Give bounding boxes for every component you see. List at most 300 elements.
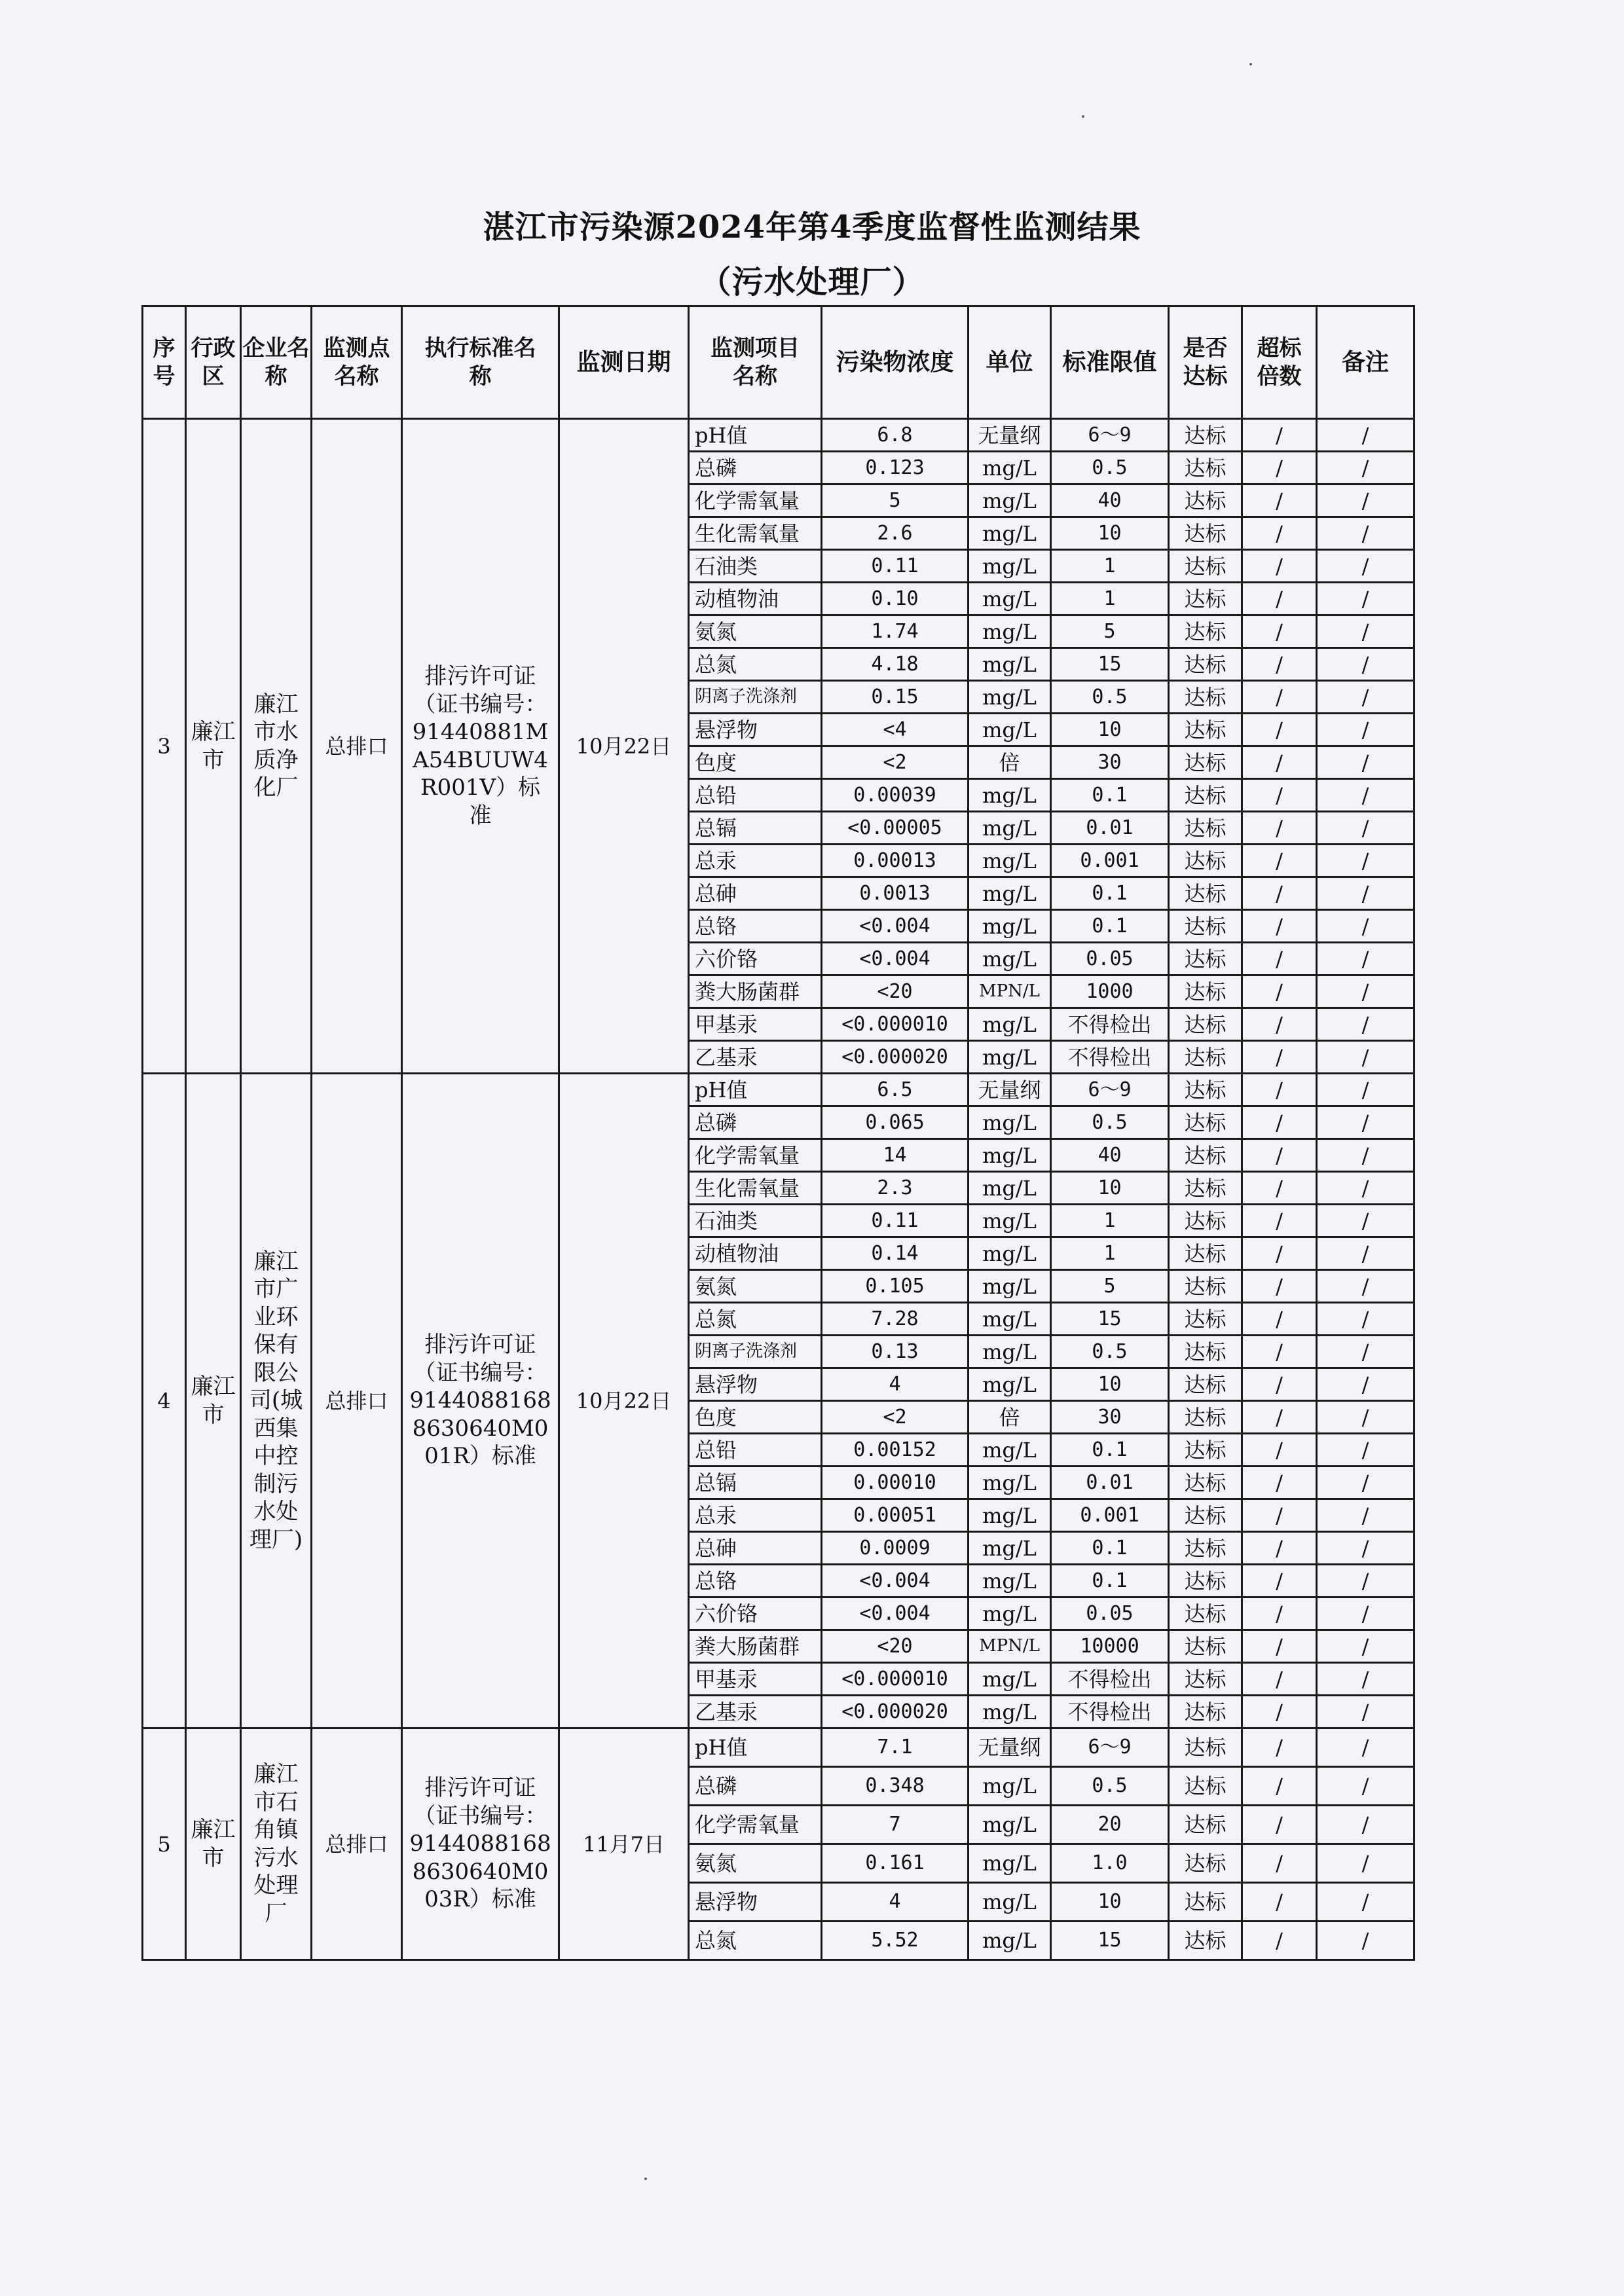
compliance-cell: 达标 [1169, 1696, 1242, 1728]
note-cell: / [1317, 746, 1414, 779]
item-cell: 总氮 [689, 648, 822, 681]
limit-cell: 1 [1051, 1237, 1169, 1270]
item-cell: 阴离子洗涤剂 [689, 1336, 822, 1368]
compliance-cell: 达标 [1169, 1237, 1242, 1270]
conc-cell: 2.6 [822, 517, 969, 550]
limit-cell: 0.5 [1051, 1106, 1169, 1139]
unit-cell: 无量纲 [969, 419, 1051, 452]
compliance-cell: 达标 [1169, 1106, 1242, 1139]
note-cell: / [1317, 583, 1414, 615]
document-subtitle: （污水处理厂） [699, 264, 925, 301]
conc-cell: <0.004 [822, 1565, 969, 1597]
compliance-cell: 达标 [1169, 1499, 1242, 1532]
compliance-cell: 达标 [1169, 812, 1242, 845]
conc-cell: 0.348 [822, 1767, 969, 1806]
compliance-cell: 达标 [1169, 746, 1242, 779]
unit-cell: MPN/L [969, 975, 1051, 1008]
unit-cell: mg/L [969, 1303, 1051, 1336]
district-cell: 廉江市 [186, 419, 241, 1074]
unit-cell: mg/L [969, 779, 1051, 812]
exceed-times-cell: / [1242, 1270, 1317, 1303]
item-cell: 总镉 [689, 1467, 822, 1499]
unit-cell: 倍 [969, 1401, 1051, 1434]
exceed-times-cell: / [1242, 714, 1317, 746]
compliance-cell: 达标 [1169, 681, 1242, 714]
monitoring-results-table [141, 305, 1415, 1961]
exceed-times-cell: / [1242, 550, 1317, 583]
conc-cell: <4 [822, 714, 969, 746]
conc-cell: 2.3 [822, 1172, 969, 1205]
item-cell: 动植物油 [689, 1237, 822, 1270]
exceed-times-cell: / [1242, 1696, 1317, 1728]
unit-cell: mg/L [969, 1008, 1051, 1041]
exceed-times-cell: / [1242, 1041, 1317, 1074]
note-cell: / [1317, 1663, 1414, 1696]
item-cell: pH值 [689, 1074, 822, 1106]
header-district: 行政区 [186, 306, 241, 419]
conc-cell: <2 [822, 1401, 969, 1434]
conc-cell: 5 [822, 484, 969, 517]
exceed-times-cell: / [1242, 1237, 1317, 1270]
conc-cell: 0.0009 [822, 1532, 969, 1565]
item-cell: 氨氮 [689, 1844, 822, 1883]
limit-cell: 0.05 [1051, 943, 1169, 975]
note-cell: / [1317, 648, 1414, 681]
limit-cell: 0.1 [1051, 1565, 1169, 1597]
limit-cell: 0.1 [1051, 877, 1169, 910]
compliance-cell: 达标 [1169, 714, 1242, 746]
exceed-times-cell: / [1242, 1806, 1317, 1844]
header-ok: 是否达标 [1169, 306, 1242, 419]
compliance-cell: 达标 [1169, 845, 1242, 877]
unit-cell: 无量纲 [969, 1074, 1051, 1106]
company-cell: 廉江市石角镇污水处理厂 [241, 1728, 312, 1960]
header-unit: 单位 [969, 306, 1051, 419]
compliance-cell: 达标 [1169, 779, 1242, 812]
unit-cell: mg/L [969, 681, 1051, 714]
conc-cell: 0.00039 [822, 779, 969, 812]
note-cell: / [1317, 484, 1414, 517]
exceed-times-cell: / [1242, 1401, 1317, 1434]
point-cell: 总排口 [312, 1074, 402, 1728]
exceed-times-cell: / [1242, 1434, 1317, 1467]
compliance-cell: 达标 [1169, 648, 1242, 681]
conc-cell: 0.105 [822, 1270, 969, 1303]
limit-cell: 30 [1051, 746, 1169, 779]
conc-cell: 0.10 [822, 583, 969, 615]
limit-cell: 不得检出 [1051, 1663, 1169, 1696]
item-cell: 总汞 [689, 845, 822, 877]
exceed-times-cell: / [1242, 583, 1317, 615]
header-seq: 序号 [143, 306, 186, 419]
limit-cell: 20 [1051, 1806, 1169, 1844]
limit-cell: 0.5 [1051, 681, 1169, 714]
exceed-times-cell: / [1242, 1922, 1317, 1960]
conc-cell: <0.004 [822, 943, 969, 975]
compliance-cell: 达标 [1169, 517, 1242, 550]
compliance-cell: 达标 [1169, 1663, 1242, 1696]
limit-cell: 不得检出 [1051, 1041, 1169, 1074]
compliance-cell: 达标 [1169, 1041, 1242, 1074]
note-cell: / [1317, 1806, 1414, 1844]
compliance-cell: 达标 [1169, 1844, 1242, 1883]
note-cell: / [1317, 1172, 1414, 1205]
conc-cell: 4.18 [822, 648, 969, 681]
note-cell: / [1317, 1467, 1414, 1499]
unit-cell: mg/L [969, 1205, 1051, 1237]
note-cell: / [1317, 1696, 1414, 1728]
limit-cell: 40 [1051, 1139, 1169, 1172]
compliance-cell: 达标 [1169, 975, 1242, 1008]
exceed-times-cell: / [1242, 746, 1317, 779]
compliance-cell: 达标 [1169, 419, 1242, 452]
exceed-times-cell: / [1242, 1074, 1317, 1106]
unit-cell: mg/L [969, 1467, 1051, 1499]
conc-cell: 1.74 [822, 615, 969, 648]
item-cell: 氨氮 [689, 1270, 822, 1303]
compliance-cell: 达标 [1169, 615, 1242, 648]
document-title: 湛江市污染源2024年第4季度监督性监测结果 [483, 209, 1141, 246]
limit-cell: 0.1 [1051, 1434, 1169, 1467]
item-cell: 总铅 [689, 1434, 822, 1467]
conc-cell: <0.000020 [822, 1696, 969, 1728]
unit-cell: mg/L [969, 550, 1051, 583]
item-cell: 色度 [689, 746, 822, 779]
limit-cell: 0.01 [1051, 1467, 1169, 1499]
exceed-times-cell: / [1242, 845, 1317, 877]
conc-cell: 0.14 [822, 1237, 969, 1270]
limit-cell: 1 [1051, 1205, 1169, 1237]
compliance-cell: 达标 [1169, 1303, 1242, 1336]
note-cell: / [1317, 1767, 1414, 1806]
note-cell: / [1317, 1336, 1414, 1368]
compliance-cell: 达标 [1169, 550, 1242, 583]
conc-cell: <0.004 [822, 910, 969, 943]
note-cell: / [1317, 452, 1414, 484]
compliance-cell: 达标 [1169, 1728, 1242, 1767]
exceed-times-cell: / [1242, 1630, 1317, 1663]
limit-cell: 0.001 [1051, 845, 1169, 877]
item-cell: 六价铬 [689, 1597, 822, 1630]
conc-cell: 0.15 [822, 681, 969, 714]
table-row [143, 419, 1414, 452]
exceed-times-cell: / [1242, 1205, 1317, 1237]
exceed-times-cell: / [1242, 1172, 1317, 1205]
unit-cell: mg/L [969, 845, 1051, 877]
item-cell: 动植物油 [689, 583, 822, 615]
limit-cell: 10 [1051, 714, 1169, 746]
note-cell: / [1317, 1922, 1414, 1960]
header-times: 超标倍数 [1242, 306, 1317, 419]
conc-cell: 7.1 [822, 1728, 969, 1767]
exceed-times-cell: / [1242, 681, 1317, 714]
note-cell: / [1317, 1499, 1414, 1532]
company-cell: 廉江市水质净化厂 [241, 419, 312, 1074]
conc-cell: <20 [822, 975, 969, 1008]
exceed-times-cell: / [1242, 648, 1317, 681]
unit-cell: mg/L [969, 1565, 1051, 1597]
compliance-cell: 达标 [1169, 452, 1242, 484]
exceed-times-cell: / [1242, 1139, 1317, 1172]
exceed-times-cell: / [1242, 1532, 1317, 1565]
scan-speck [1249, 63, 1252, 65]
unit-cell: 倍 [969, 746, 1051, 779]
limit-cell: 0.5 [1051, 452, 1169, 484]
exceed-times-cell: / [1242, 615, 1317, 648]
header-conc: 污染物浓度 [822, 306, 969, 419]
limit-cell: 40 [1051, 484, 1169, 517]
item-cell: 石油类 [689, 1205, 822, 1237]
limit-cell: 0.1 [1051, 779, 1169, 812]
unit-cell: mg/L [969, 1139, 1051, 1172]
unit-cell: mg/L [969, 1336, 1051, 1368]
limit-cell: 5 [1051, 1270, 1169, 1303]
unit-cell: mg/L [969, 452, 1051, 484]
compliance-cell: 达标 [1169, 1532, 1242, 1565]
limit-cell: 10 [1051, 1172, 1169, 1205]
note-cell: / [1317, 1237, 1414, 1270]
limit-cell: 10 [1051, 1883, 1169, 1922]
conc-cell: <20 [822, 1630, 969, 1663]
compliance-cell: 达标 [1169, 1565, 1242, 1597]
compliance-cell: 达标 [1169, 484, 1242, 517]
item-cell: 总磷 [689, 1767, 822, 1806]
unit-cell: mg/L [969, 1922, 1051, 1960]
limit-cell: 0.5 [1051, 1336, 1169, 1368]
conc-cell: 4 [822, 1368, 969, 1401]
conc-cell: <2 [822, 746, 969, 779]
compliance-cell: 达标 [1169, 877, 1242, 910]
unit-cell: mg/L [969, 1172, 1051, 1205]
limit-cell: 6～9 [1051, 419, 1169, 452]
conc-cell: 0.00010 [822, 1467, 969, 1499]
note-cell: / [1317, 1883, 1414, 1922]
limit-cell: 10 [1051, 517, 1169, 550]
unit-cell: mg/L [969, 1806, 1051, 1844]
note-cell: / [1317, 975, 1414, 1008]
exceed-times-cell: / [1242, 419, 1317, 452]
conc-cell: 4 [822, 1883, 969, 1922]
compliance-cell: 达标 [1169, 1205, 1242, 1237]
unit-cell: MPN/L [969, 1630, 1051, 1663]
header-company: 企业名称 [241, 306, 312, 419]
compliance-cell: 达标 [1169, 1767, 1242, 1806]
exceed-times-cell: / [1242, 1336, 1317, 1368]
exceed-times-cell: / [1242, 1883, 1317, 1922]
note-cell: / [1317, 1139, 1414, 1172]
exceed-times-cell: / [1242, 452, 1317, 484]
compliance-cell: 达标 [1169, 943, 1242, 975]
table-row [143, 1728, 1414, 1767]
unit-cell: mg/L [969, 1663, 1051, 1696]
item-cell: 总砷 [689, 877, 822, 910]
unit-cell: mg/L [969, 583, 1051, 615]
note-cell: / [1317, 1565, 1414, 1597]
compliance-cell: 达标 [1169, 1597, 1242, 1630]
limit-cell: 1.0 [1051, 1844, 1169, 1883]
compliance-cell: 达标 [1169, 1434, 1242, 1467]
standard-cell: 排污许可证（证书编号：91440881688630640M003R）标准 [402, 1728, 559, 1960]
unit-cell: mg/L [969, 1532, 1051, 1565]
unit-cell: mg/L [969, 1883, 1051, 1922]
exceed-times-cell: / [1242, 779, 1317, 812]
item-cell: 氨氮 [689, 615, 822, 648]
item-cell: 生化需氧量 [689, 517, 822, 550]
limit-cell: 不得检出 [1051, 1008, 1169, 1041]
conc-cell: 0.11 [822, 1205, 969, 1237]
seq-cell: 4 [143, 1074, 186, 1728]
limit-cell: 0.05 [1051, 1597, 1169, 1630]
exceed-times-cell: / [1242, 877, 1317, 910]
note-cell: / [1317, 812, 1414, 845]
item-cell: 总铬 [689, 910, 822, 943]
unit-cell: mg/L [969, 1041, 1051, 1074]
header-item: 监测项目名称 [689, 306, 822, 419]
note-cell: / [1317, 1008, 1414, 1041]
compliance-cell: 达标 [1169, 1630, 1242, 1663]
unit-cell: mg/L [969, 1499, 1051, 1532]
district-cell: 廉江市 [186, 1074, 241, 1728]
limit-cell: 10000 [1051, 1630, 1169, 1663]
exceed-times-cell: / [1242, 1597, 1317, 1630]
limit-cell: 1 [1051, 550, 1169, 583]
conc-cell: 0.065 [822, 1106, 969, 1139]
item-cell: 总镉 [689, 812, 822, 845]
note-cell: / [1317, 1844, 1414, 1883]
scan-speck [644, 2178, 647, 2180]
exceed-times-cell: / [1242, 1467, 1317, 1499]
standard-cell: 排污许可证（证书编号：91440881688630640M001R）标准 [402, 1074, 559, 1728]
limit-cell: 6～9 [1051, 1728, 1169, 1767]
item-cell: 悬浮物 [689, 1368, 822, 1401]
unit-cell: mg/L [969, 484, 1051, 517]
conc-cell: 0.00152 [822, 1434, 969, 1467]
item-cell: 粪大肠菌群 [689, 975, 822, 1008]
note-cell: / [1317, 1368, 1414, 1401]
item-cell: pH值 [689, 1728, 822, 1767]
unit-cell: mg/L [969, 714, 1051, 746]
item-cell: 总氮 [689, 1303, 822, 1336]
date-cell: 10月22日 [559, 1074, 689, 1728]
unit-cell: mg/L [969, 910, 1051, 943]
note-cell: / [1317, 419, 1414, 452]
item-cell: 悬浮物 [689, 714, 822, 746]
item-cell: 石油类 [689, 550, 822, 583]
limit-cell: 10 [1051, 1368, 1169, 1401]
unit-cell: mg/L [969, 812, 1051, 845]
limit-cell: 30 [1051, 1401, 1169, 1434]
conc-cell: 0.00051 [822, 1499, 969, 1532]
item-cell: 甲基汞 [689, 1008, 822, 1041]
unit-cell: mg/L [969, 1696, 1051, 1728]
header-limit: 标准限值 [1051, 306, 1169, 419]
note-cell: / [1317, 517, 1414, 550]
conc-cell: 5.52 [822, 1922, 969, 1960]
note-cell: / [1317, 615, 1414, 648]
item-cell: 乙基汞 [689, 1696, 822, 1728]
item-cell: 总汞 [689, 1499, 822, 1532]
unit-cell: mg/L [969, 517, 1051, 550]
item-cell: 总磷 [689, 1106, 822, 1139]
exceed-times-cell: / [1242, 1844, 1317, 1883]
exceed-times-cell: / [1242, 910, 1317, 943]
exceed-times-cell: / [1242, 1008, 1317, 1041]
unit-cell: mg/L [969, 1434, 1051, 1467]
limit-cell: 6～9 [1051, 1074, 1169, 1106]
limit-cell: 1000 [1051, 975, 1169, 1008]
conc-cell: <0.004 [822, 1597, 969, 1630]
date-cell: 11月7日 [559, 1728, 689, 1960]
scan-speck [1082, 115, 1084, 118]
note-cell: / [1317, 1041, 1414, 1074]
item-cell: 悬浮物 [689, 1883, 822, 1922]
note-cell: / [1317, 1106, 1414, 1139]
compliance-cell: 达标 [1169, 1922, 1242, 1960]
unit-cell: 无量纲 [969, 1728, 1051, 1767]
conc-cell: 0.13 [822, 1336, 969, 1368]
exceed-times-cell: / [1242, 1728, 1317, 1767]
limit-cell: 0.5 [1051, 1767, 1169, 1806]
limit-cell: 15 [1051, 648, 1169, 681]
item-cell: 总氮 [689, 1922, 822, 1960]
item-cell: 总砷 [689, 1532, 822, 1565]
compliance-cell: 达标 [1169, 1368, 1242, 1401]
limit-cell: 15 [1051, 1922, 1169, 1960]
exceed-times-cell: / [1242, 975, 1317, 1008]
item-cell: 化学需氧量 [689, 484, 822, 517]
item-cell: 总磷 [689, 452, 822, 484]
item-cell: 乙基汞 [689, 1041, 822, 1074]
conc-cell: 7.28 [822, 1303, 969, 1336]
point-cell: 总排口 [312, 419, 402, 1074]
conc-cell: <0.000010 [822, 1663, 969, 1696]
point-cell: 总排口 [312, 1728, 402, 1960]
conc-cell: 0.123 [822, 452, 969, 484]
compliance-cell: 达标 [1169, 1074, 1242, 1106]
conc-cell: <0.000020 [822, 1041, 969, 1074]
date-cell: 10月22日 [559, 419, 689, 1074]
limit-cell: 0.01 [1051, 812, 1169, 845]
exceed-times-cell: / [1242, 484, 1317, 517]
header-point: 监测点名称 [312, 306, 402, 419]
compliance-cell: 达标 [1169, 1401, 1242, 1434]
exceed-times-cell: / [1242, 812, 1317, 845]
conc-cell: 6.8 [822, 419, 969, 452]
note-cell: / [1317, 943, 1414, 975]
note-cell: / [1317, 779, 1414, 812]
exceed-times-cell: / [1242, 1565, 1317, 1597]
exceed-times-cell: / [1242, 943, 1317, 975]
item-cell: 六价铬 [689, 943, 822, 975]
header-standard: 执行标准名称 [402, 306, 559, 419]
note-cell: / [1317, 845, 1414, 877]
company-cell: 廉江市广业环保有限公司(城西集中控制污水处理厂) [241, 1074, 312, 1728]
compliance-cell: 达标 [1169, 1883, 1242, 1922]
conc-cell: <0.000010 [822, 1008, 969, 1041]
note-cell: / [1317, 714, 1414, 746]
item-cell: 甲基汞 [689, 1663, 822, 1696]
note-cell: / [1317, 1597, 1414, 1630]
conc-cell: 7 [822, 1806, 969, 1844]
exceed-times-cell: / [1242, 1303, 1317, 1336]
conc-cell: 0.161 [822, 1844, 969, 1883]
note-cell: / [1317, 1303, 1414, 1336]
note-cell: / [1317, 910, 1414, 943]
note-cell: / [1317, 877, 1414, 910]
unit-cell: mg/L [969, 943, 1051, 975]
conc-cell: <0.00005 [822, 812, 969, 845]
limit-cell: 0.1 [1051, 910, 1169, 943]
